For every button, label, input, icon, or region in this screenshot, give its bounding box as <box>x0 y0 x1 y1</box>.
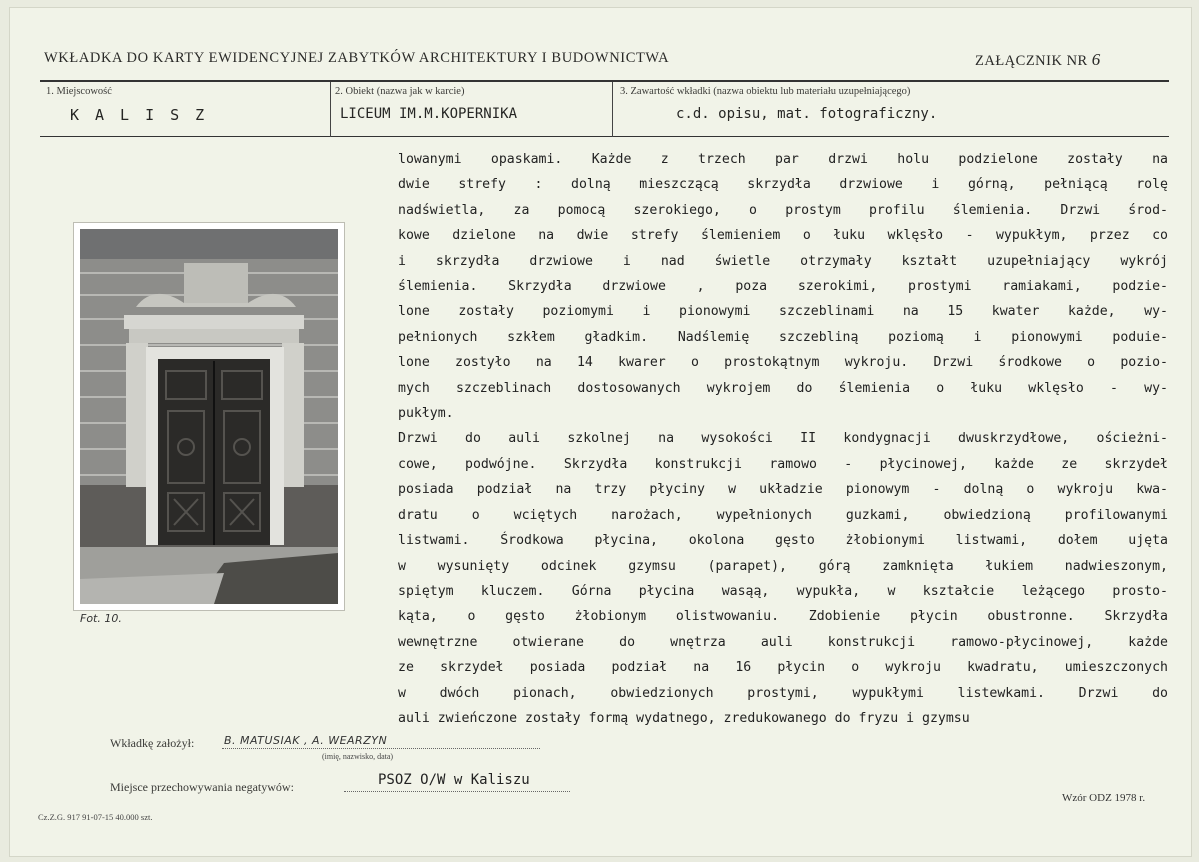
description-line: kowe dzielone na dwie strefy ślemieniem o łuku wklęsło - wypukłym, przez co <box>398 228 1168 244</box>
description-line: posiada podział na trzy płyciny w układzie pionowym - dolną o wykroju kwa- <box>398 482 1168 498</box>
description-line: dwie strefy : dolną mieszczącą skrzydła drzwiowe i górną, pełniącą rolę <box>398 177 1168 193</box>
print-code: Cz.Z.G. 917 91-07-15 40.000 szt. <box>38 812 153 822</box>
attachment-value: 6 <box>1091 50 1101 69</box>
storage-dotline <box>344 791 570 792</box>
field-divider-1 <box>330 82 331 137</box>
description-line: ze skrzydeł posiada podział na 16 płycin o wykroju kwadratu, umieszczonych <box>398 660 1168 676</box>
header-rule-top <box>40 80 1169 82</box>
attachment-number <box>975 50 1101 70</box>
door-photograph <box>74 223 344 610</box>
description-line: ślemienia. Skrzydła drzwiowe , poza szerokimi, prostymi ramiakami, podzie- <box>398 279 1168 295</box>
field-3-value: c.d. opisu, mat. fotograficzny. <box>676 106 938 122</box>
description-line: pełnionych szkłem gładkim. Nadślemię szczebliną poziomą i pionowymi poduie- <box>398 329 1168 345</box>
description-line: Drzwi do auli szkolnej na wysokości II kondygnacji dwuskrzydłowe, ościeżni- <box>398 431 1168 447</box>
description-line: pukłym. <box>398 406 454 422</box>
founded-value: B. MATUSIAK , A. WEARZYN <box>224 734 388 747</box>
description-line: spiętym kluczem. Górna płycina wasąą, wypukła, w kształcie leżącego prosto- <box>398 583 1168 599</box>
attachment-label: ZAŁĄCZNIK NR <box>975 53 1088 69</box>
storage-label: Miejsce przechowywania negatywów: <box>110 780 294 794</box>
storage-value: PSOZ O/W w Kaliszu <box>378 772 530 788</box>
description-line: nadświetla, za pomocą szerokiego, o prostym profilu ślemienia. Drzwi środ- <box>398 202 1168 218</box>
description-line: mych szczeblinach dostosowanych wykrojem do ślemienia o łuku wklęsło - wy- <box>398 380 1168 396</box>
field-1-label: 1. Miejscowość <box>46 86 112 97</box>
description-line: wewnętrzne otwierane do wnętrza auli konstrukcji ramowo-płycinowej, każde <box>398 634 1168 650</box>
description-line: i skrzydła drzwiowe i nad świetle otrzymały kształt uzupełniający wykrój <box>398 253 1168 269</box>
description-line: lowanymi opaskami. Każde z trzech par drzwi holu podzielone zostały na <box>398 152 1168 167</box>
description-line: kąta, o gęsto żłobionym olistwowaniu. Zdobienie płycin obustronne. Skrzydła <box>398 609 1168 625</box>
header-rule-bottom <box>40 136 1169 137</box>
description-line: auli zwieńczone zostały formą wydatnego, zredukowanego do fryzu i gzymsu <box>398 710 970 726</box>
founded-dotline <box>222 748 540 749</box>
field-2-value: LICEUM IM.M.KOPERNIKA <box>340 106 518 122</box>
description-line: dratu o wciętych narożach, wypełnionych guzkami, obwiedzioną profilowanymi <box>398 507 1168 523</box>
form-title: WKŁADKA DO KARTY EWIDENCYJNEJ ZABYTKÓW ARCHITEKTURY I BUDOWNICTWA <box>44 50 670 66</box>
description-line: listwami. Środkowa płycina, okolona gęsto żłobionymi listwami, dołem ujęta <box>398 533 1168 549</box>
description-text <box>398 147 1168 731</box>
field-3-label: 3. Zawartość wkładki (nazwa obiektu lub materiału uzupełniającego) <box>620 86 911 97</box>
description-line: lone zostyło na 14 kwarer o prostokątnym wykroju. Drzwi środkowe o pozio- <box>398 355 1168 371</box>
founded-label: Wkładkę założył: <box>110 736 195 750</box>
description-line: lone zostały poziomymi i pionowymi szczeblinami na 15 kwater każde, wy- <box>398 304 1168 320</box>
form-model: Wzór ODZ 1978 r. <box>1062 792 1146 804</box>
description-line: w dwóch pionach, obwiedzionych prostymi, wypukłymi listewkami. Drzwi do <box>398 685 1168 701</box>
description-line: w wysunięty odcinek gzymsu (parapet), górą zamknięta łukiem nadwieszonym, <box>398 558 1168 574</box>
photo-caption: Fot. 10. <box>80 612 122 625</box>
field-1-value: KALISZ <box>70 106 221 124</box>
field-divider-2 <box>612 82 613 137</box>
field-2-label: 2. Obiekt (nazwa jak w karcie) <box>335 86 465 97</box>
description-line: cowe, podwójne. Skrzydła konstrukcji ramowo - płycinowej, każde ze skrzydeł <box>398 456 1168 472</box>
founded-note: (imię, nazwisko, data) <box>322 752 394 761</box>
